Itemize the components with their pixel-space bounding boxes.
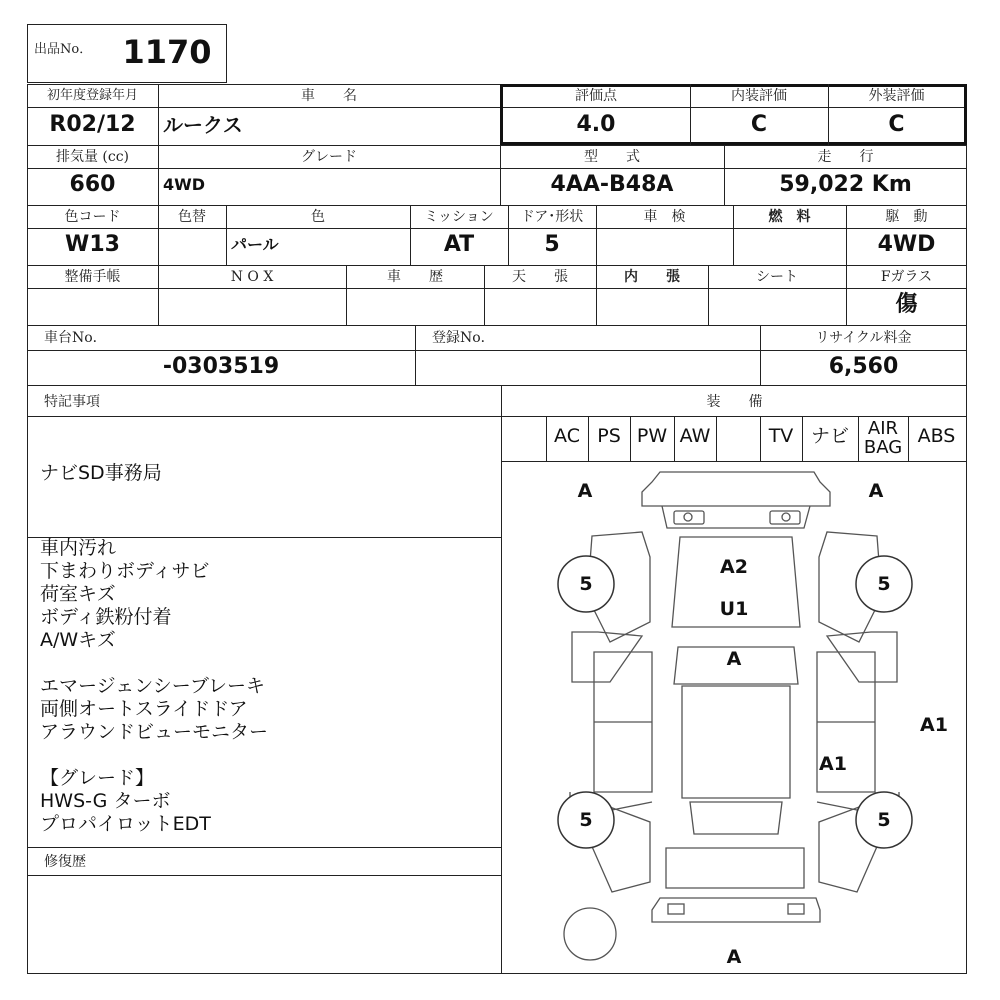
model-label: 型 式 [584,149,640,165]
mark-windshield: A [726,648,742,670]
exterior-score: C [888,112,905,137]
fuel-label: 燃 料 [768,209,811,225]
drive-label: 駆 動 [885,209,928,225]
mark-front-left: A [577,480,593,502]
maintenance-label: 整備手帳 [64,269,121,285]
reg-year: R02/12 [49,112,136,137]
exterior-score-label: 外装評価 [868,88,925,104]
mission-label: ミッション [424,209,494,225]
tire-rr-value: 5 [877,809,891,831]
equip-navi: ナビ [810,425,849,447]
equip-ps: PS [597,425,621,447]
lot-number: 1170 [122,33,212,71]
mark-rear: A [726,946,742,968]
mark-right-door: A1 [819,753,847,775]
mark-front-right: A [868,480,884,502]
inspection-label: 車 検 [643,209,686,225]
door-label: ドア･形状 [520,209,584,225]
color: パール [231,235,279,254]
notes-top: ナビSD事務局 [40,462,162,484]
displacement: 660 [69,172,116,197]
note-line-7: 両側オートスライドドア [40,698,248,720]
note-line-6: エマージェンシーブレーキ [40,675,266,697]
grade: 4WD [163,175,206,194]
repair-history-label: 修復歴 [44,854,86,870]
note-line-1: 下まわりボディサビ [40,560,210,582]
history-label: 車 歴 [387,269,443,285]
equip-ac: AC [554,425,580,447]
mission: AT [443,232,475,257]
interior-score: C [750,112,768,137]
note-line-11: HWS-G ターボ [40,790,171,812]
lot-label: 出品No． [34,42,93,57]
chassis-number: -0303519 [162,354,280,379]
spare-tire [564,908,616,960]
rear-bumper-shape [652,898,820,922]
nox-label: N O X [230,269,274,285]
model-code: 4AA-B48A [550,172,674,197]
note-line-0: 車内汚れ [40,537,117,559]
interior-score-label: 内装評価 [731,88,787,104]
car-diagram [502,462,967,974]
tire-fl-value: 5 [579,573,593,595]
displacement-label: 排気量 (cc) [55,149,130,165]
note-line-8: アラウンドビューモニター [40,721,269,743]
color-change-label: 色替 [178,209,206,225]
tire-rl-value: 5 [579,809,593,831]
note-line-10: 【グレード】 [40,767,155,789]
equip-pw: PW [636,425,668,447]
color-label: 色 [311,209,325,225]
mileage-label: 走 行 [817,149,874,165]
equip-aw: AW [679,425,711,447]
tire-fr-value: 5 [877,573,891,595]
notes-label: 特記事項 [44,394,100,410]
interior-lining-label: 内 張 [624,269,680,285]
color-code-label: 色コード [64,209,121,225]
note-line-4: A/Wキズ [40,629,116,651]
mark-hood-1: A2 [720,556,748,578]
door: 5 [544,232,560,257]
recycle-fee: 6,560 [828,354,899,379]
fglass-label: Fガラス [880,269,933,285]
mileage: 59,022 Km [779,172,912,197]
grade-label: グレード [301,149,357,165]
front-bumper-shape [642,472,830,506]
color-code: W13 [65,232,120,257]
mark-hood-2: U1 [719,598,749,620]
mark-right-side: A1 [920,714,948,736]
score-value: 4.0 [576,112,616,137]
equipment-label: 装 備 [706,394,763,410]
car-name-label: 車 名 [301,88,357,104]
fglass-value: 傷 [895,292,918,317]
registration-label: 登録No． [432,330,495,346]
equip-abs: ABS [917,425,956,447]
chassis-label: 車台No． [44,330,107,346]
roof-shape [682,686,790,798]
reg-year-label: 初年度登録年月 [46,88,138,103]
recycle-label: リサイクル料金 [815,330,912,346]
seat-label: シート [756,269,798,285]
note-line-12: プロパイロットEDT [40,813,211,835]
ceiling-label: 天 張 [512,269,568,285]
score-label: 評価点 [575,88,617,104]
equip-tv: TV [768,425,794,447]
note-line-3: ボディ鉄粉付着 [40,606,172,628]
note-line-2: 荷室キズ [40,583,116,605]
car-name: ルークス [163,113,243,137]
drive: 4WD [877,232,936,257]
equip-airbag: AIR BAG [863,418,903,458]
